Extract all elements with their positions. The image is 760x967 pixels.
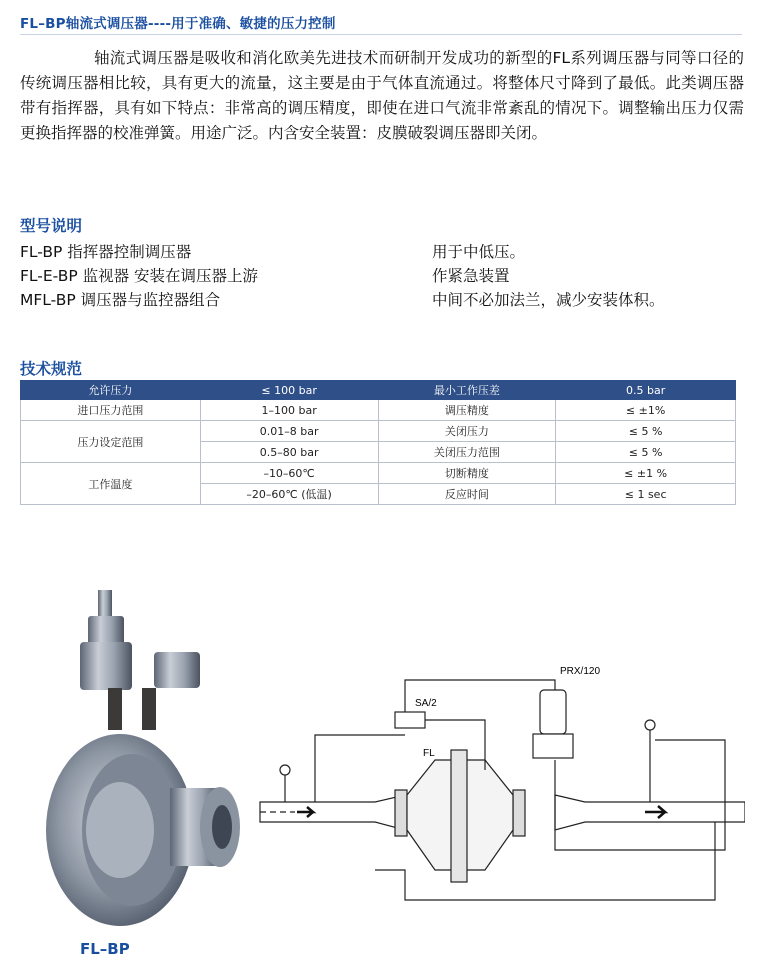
flow-arrow-icon xyxy=(645,806,665,818)
model-name: MFL-BP 调压器与监控器组合 xyxy=(20,291,221,309)
header-divider xyxy=(20,34,742,35)
outlet-flange xyxy=(513,790,525,836)
body-center xyxy=(86,782,154,878)
models-list xyxy=(20,240,740,312)
spec-value-cell: 0.01–8 bar xyxy=(200,421,378,442)
spec-value-cell: –10–60℃ xyxy=(200,463,378,484)
spec-label-cell: 进口压力范围 xyxy=(21,400,201,421)
gauge-icon xyxy=(645,720,655,730)
regulator-photo xyxy=(20,580,255,930)
label-sa: SA/2 xyxy=(415,698,437,709)
spec-label-cell: 反应时间 xyxy=(378,484,556,505)
spec-label-cell: 切断精度 xyxy=(378,463,556,484)
gauge-icon xyxy=(280,765,290,775)
spec-header-cell: 0.5 bar xyxy=(556,381,736,400)
monitor-pilot xyxy=(154,652,200,688)
model-row xyxy=(20,264,740,288)
spec-header-cell: 最小工作压差 xyxy=(378,381,556,400)
table-row xyxy=(21,463,736,484)
pilot-sa2 xyxy=(395,712,425,728)
spec-label-cell: 关闭压力范围 xyxy=(378,442,556,463)
intro-paragraph: 轴流式调压器是吸收和消化欧美先进技术而研制开发成功的新型的FL系列调压器与同等口径的传统调压器相比较，具有更大的流量，这主要是由于气体直流通过。将整体尺寸降到了最低。此类调压器带有指挥器，具有如下特点：非常高的调压精度，即使在进口气流非常紊乱的情况下。调整输出压力仅需更换指挥器的校准弹簧。用途广泛。内含安全装置：皮膜破裂调压器即关闭。 xyxy=(20,49,744,142)
installation-diagram xyxy=(255,640,745,940)
spec-value-cell: ≤ 1 sec xyxy=(556,484,736,505)
page-header: FL–BP轴流式调压器----用于准确、敏捷的压力控制 xyxy=(20,16,336,32)
model-use: 用于中低压。 xyxy=(432,243,526,261)
flow-arrow-icon xyxy=(297,807,313,817)
spec-value-cell: ≤ ±1 % xyxy=(556,463,736,484)
model-row xyxy=(20,288,740,312)
pilot-stem xyxy=(98,590,112,620)
label-fl: FL xyxy=(423,748,435,759)
diaphragm-ring xyxy=(451,750,467,882)
model-name: FL-BP 指挥器控制调压器 xyxy=(20,243,192,261)
outlet-bore xyxy=(212,805,232,849)
table-row xyxy=(21,400,736,421)
spec-value-cell: ≤ 5 % xyxy=(556,442,736,463)
pilot-housing xyxy=(80,642,132,690)
models-section-title: 型号说明 xyxy=(20,217,83,235)
spec-header-cell: ≤ 100 bar xyxy=(200,381,378,400)
label-prx: PRX/120 xyxy=(560,666,601,677)
table-row xyxy=(21,421,736,442)
spec-value-cell: –20–60℃ (低温) xyxy=(200,484,378,505)
inlet-flange xyxy=(395,790,407,836)
model-row xyxy=(20,240,740,264)
spec-header-cell: 允许压力 xyxy=(21,381,201,400)
spec-table xyxy=(20,380,736,505)
model-name: FL-E-BP 监视器 安装在调压器上游 xyxy=(20,267,259,285)
spec-label-cell: 压力设定范围 xyxy=(21,421,201,463)
spec-label-cell: 工作温度 xyxy=(21,463,201,505)
spec-value-cell: ≤ 5 % xyxy=(556,421,736,442)
bracket xyxy=(108,688,122,730)
pilot-prx xyxy=(540,690,566,734)
bracket xyxy=(142,688,156,730)
model-use: 中间不必加法兰，减少安装体积。 xyxy=(432,291,665,309)
spec-label-cell: 关闭压力 xyxy=(378,421,556,442)
spec-header-row xyxy=(21,381,736,400)
spec-value-cell: 1–100 bar xyxy=(200,400,378,421)
specs-section-title: 技术规范 xyxy=(20,360,83,378)
feedback-line xyxy=(555,740,725,850)
pilot-prx-base xyxy=(533,734,573,758)
spec-label-cell: 调压精度 xyxy=(378,400,556,421)
spec-value-cell: 0.5–80 bar xyxy=(200,442,378,463)
photo-caption: FL–BP xyxy=(80,940,130,958)
model-use: 作紧急装置 xyxy=(432,267,510,285)
spec-value-cell: ≤ ±1% xyxy=(556,400,736,421)
